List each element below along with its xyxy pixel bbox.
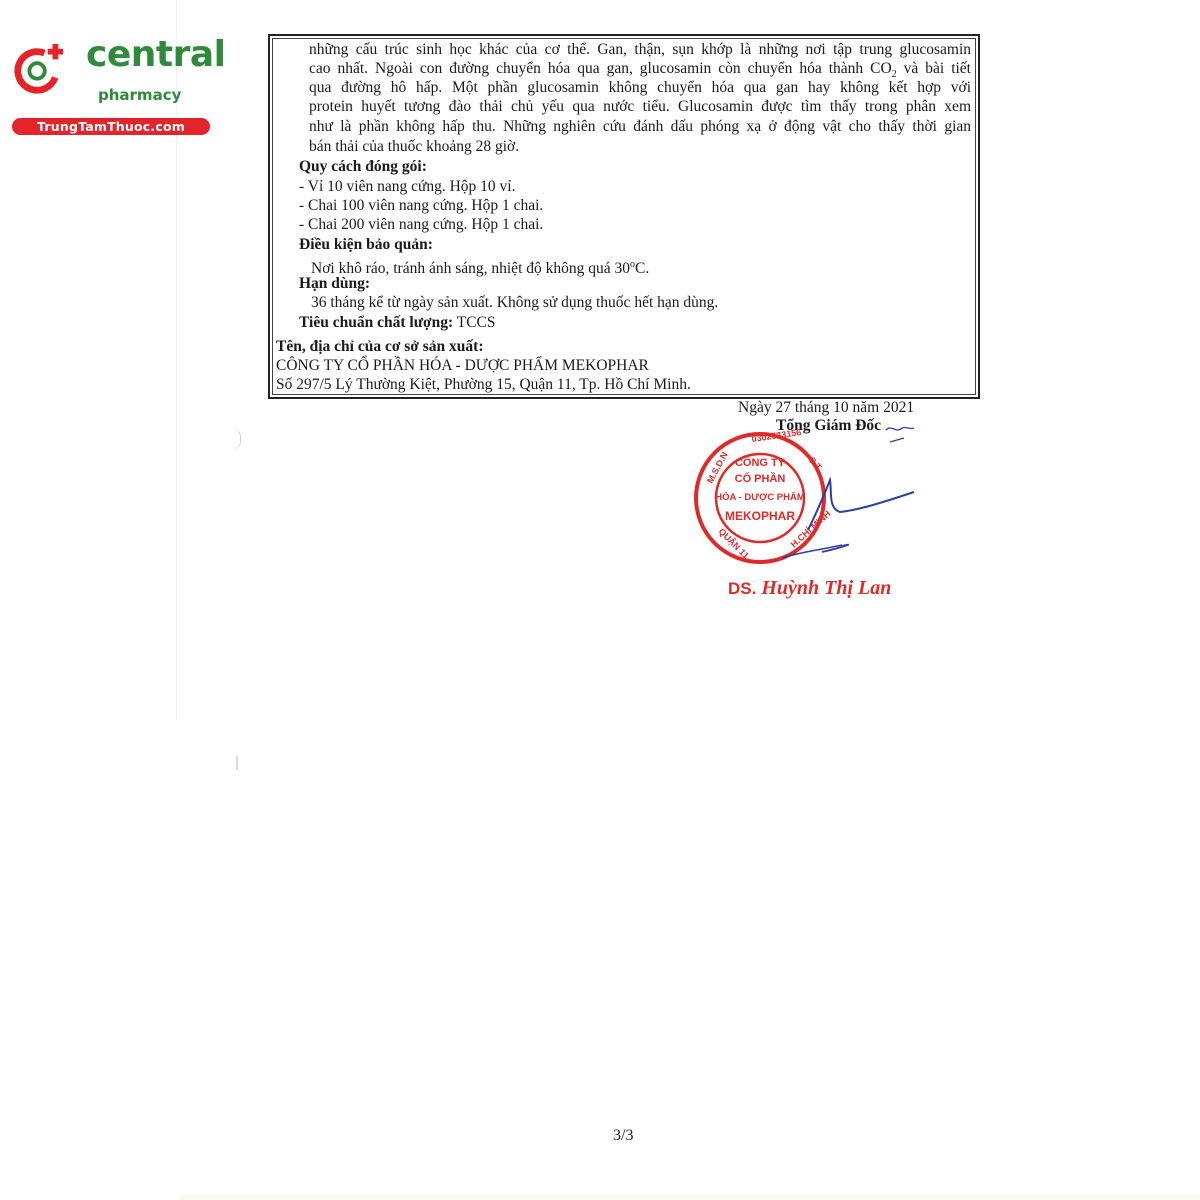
manufacturer-name: CÔNG TY CỔ PHẦN HÓA - DƯỢC PHẨM MEKOPHAR: [276, 357, 649, 374]
text-line: những cấu trúc sinh học khác của cơ thể. Gan, thận, sụn khớp là những nơi tập trung glucosamin: [309, 41, 971, 58]
section-heading-shelf-life: Hạn dùng:: [299, 275, 371, 292]
svg-text:H.CHÍ MINH: H.CHÍ MINH: [788, 508, 833, 550]
svg-text:0302533156: 0302533156: [750, 427, 802, 444]
manufacturer-address: Số 297/5 Lý Thường Kiệt, Phường 15, Quận 11, Tp. Hồ Chí Minh.: [276, 376, 691, 393]
storage-text: Nơi khô ráo, tránh ánh sáng, nhiệt độ không quá 30$^o$C.: [311, 259, 650, 278]
shelf-life-text: 36 tháng kể từ ngày sản xuất. Không sử dụng thuốc hết hạn dùng.: [311, 294, 719, 311]
text-line: qua đường hô hấp. Một phần glucosamin không chuyển hóa qua gan hay không kết hợp với: [309, 79, 971, 96]
quality-standard: Tiêu chuẩn chất lượng: TCCS: [299, 314, 496, 331]
text-line: bán thải của thuốc khoảng 28 giờ.: [309, 138, 520, 155]
text-line: cao nhất. Ngoài con đường chuyển hóa qua gan, glucosamin còn chuyển hóa thành $CO_2$ và bài tiết: [309, 60, 971, 81]
svg-text:HÓA - DƯỢC PHẨM: HÓA - DƯỢC PHẨM: [715, 492, 805, 503]
scan-dash: [236, 756, 238, 770]
text-line: như là phần không hấp thu. Những nghiên cứu đánh dấu phóng xạ ở động vật cho thấy thời gian: [309, 118, 971, 135]
svg-text:CÔNG TY: CÔNG TY: [734, 457, 786, 469]
section-heading-storage: Điều kiện bảo quản:: [299, 236, 433, 253]
company-seal-and-signature: [690, 420, 920, 570]
page-number: 3/3: [613, 1127, 634, 1144]
signer-name: DS. Huỳnh Thị Lan: [728, 577, 892, 599]
scan-bottom-band: [180, 1194, 1200, 1200]
logo-site-banner: TrungTamThuoc.com: [12, 118, 210, 135]
section-heading-manufacturer: Tên, địa chỉ của cơ sở sản xuất:: [276, 338, 484, 355]
packaging-item: - Chai 100 viên nang cứng. Hộp 1 chai.: [299, 197, 544, 214]
logo-subtitle: pharmacy: [98, 86, 182, 104]
packaging-item: - Chai 200 viên nang cứng. Hộp 1 chai.: [299, 216, 544, 233]
svg-text:QUẬN 11: QUẬN 11: [716, 526, 751, 561]
section-heading-packaging: Quy cách đóng gói:: [299, 158, 427, 175]
packaging-item: - Vỉ 10 viên nang cứng. Hộp 10 vỉ.: [299, 178, 516, 195]
svg-text:C.T: C.T: [806, 454, 824, 473]
signature-title: Tổng Giám Đốc: [776, 417, 882, 434]
text-line: protein huyết tương đào thải chủ yếu qua nước tiểu. Glucosamin được tìm thấy trong phân xem: [309, 98, 971, 115]
central-pharmacy-logo[interactable]: [10, 34, 226, 136]
svg-text:M.S.D.N: M.S.D.N: [704, 450, 730, 485]
signature-date: Ngày 27 tháng 10 năm 2021: [738, 399, 915, 416]
logo-name: central: [86, 34, 226, 75]
svg-text:CỔ PHẦN: CỔ PHẦN: [734, 473, 786, 485]
logo-cross-ring-icon: [12, 42, 66, 96]
scan-mark: [232, 428, 241, 450]
svg-text:MEKOPHAR: MEKOPHAR: [724, 509, 796, 523]
